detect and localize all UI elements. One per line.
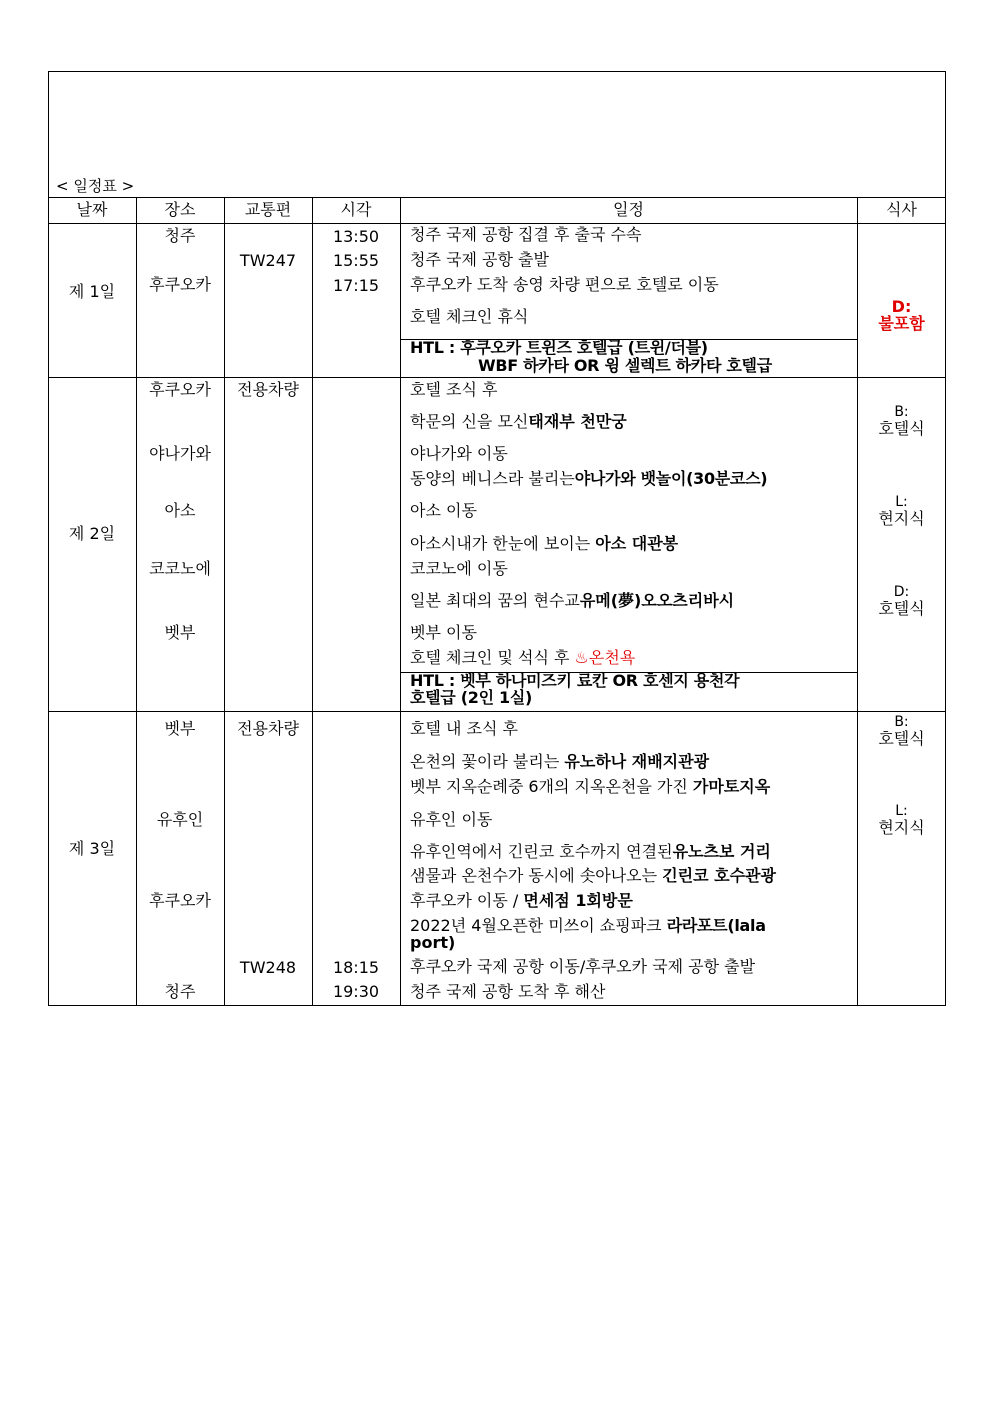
- day3-item-8-text: 2022년 4월오픈한 미쓰이 쇼핑파크: [410, 916, 667, 935]
- day1-label: 제 1일: [68, 282, 116, 301]
- day3-item-6-text: 샘물과 온천수가 동시에 솟아나오는: [410, 866, 663, 885]
- day2-item-2-highlight: 태재부 천만궁: [528, 412, 627, 431]
- day3-place-3: 후쿠오카: [149, 891, 211, 910]
- header-time: 시각: [340, 200, 372, 219]
- header-transport: 교통편: [244, 200, 292, 219]
- day2-meal-lunch-value: 현지식: [878, 509, 925, 528]
- day3-item-3: [410, 777, 770, 797]
- day2-meal-breakfast-value: 호텔식: [878, 419, 925, 438]
- day2-item-1: 호텔 조식 후: [410, 380, 498, 399]
- day1-transport: TW247: [239, 251, 297, 270]
- day1-meal-dinner-label: D:: [891, 297, 912, 316]
- day1-meal-dinner-value: 불포함: [878, 314, 925, 333]
- day1-hotel-line-1: HTL : 후쿠오카 트윈즈 호텔급 (트윈/더블): [410, 338, 708, 357]
- day2-item-8-highlight: 유메(夢)오오츠리바시: [579, 591, 735, 610]
- day3-item-5: [410, 842, 771, 862]
- header-place: 장소: [164, 200, 196, 219]
- day3-item-6-highlight: 긴린코 호수관광: [662, 866, 776, 885]
- day3-item-1: 호텔 내 조식 후: [410, 719, 518, 738]
- day1-item-2: 청주 국제 공항 출발: [410, 250, 549, 269]
- day2-place-4: 코코노에: [149, 559, 211, 578]
- day3-item-5-highlight: 유노츠보 거리: [672, 842, 771, 861]
- col-divider-place: [224, 197, 225, 1005]
- day3-place-4: 청주: [164, 982, 196, 1001]
- day2-item-8-text: 일본 최대의 꿈의 현수교: [410, 591, 580, 610]
- day2-item-3: 야나가와 이동: [410, 444, 508, 463]
- day1-item-3: 후쿠오카 도착 송영 차량 편으로 호텔로 이동: [410, 275, 719, 294]
- day2-meal-dinner-value: 호텔식: [878, 599, 925, 618]
- day2-item-6: [410, 534, 678, 554]
- header-schedule: 일정: [613, 200, 644, 219]
- day2-place-2: 야나가와: [149, 444, 211, 463]
- itinerary-caption: < 일정표 >: [56, 177, 135, 195]
- table-top-border: [48, 197, 946, 198]
- day3-item-2-highlight: 유노하나 재배지관광: [564, 752, 710, 771]
- day1-item-4: 호텔 체크인 휴식: [410, 307, 529, 326]
- day2-item-6-highlight: 아소 대관봉: [595, 534, 679, 553]
- day1-time-1: 13:50: [332, 227, 380, 246]
- day2-meal-breakfast-label: B:: [894, 404, 909, 420]
- day1-time-3: 17:15: [332, 276, 380, 295]
- day2-item-4: [410, 469, 767, 489]
- day2-item-4-highlight: 야나가와 뱃놀이(30분코스): [574, 469, 768, 488]
- day2-hotel-line-1: HTL : 벳부 하나미즈키 료칸 OR 호센지 용천각: [410, 671, 740, 690]
- header-meal: 식사: [886, 200, 917, 219]
- day1-item-1: 청주 국제 공항 집결 후 출국 수속: [410, 225, 642, 244]
- day2-label: 제 2일: [68, 524, 116, 543]
- day3-item-4: 유후인 이동: [410, 810, 493, 829]
- day2-item-10-text: 호텔 체크인 및 석식 후: [410, 648, 575, 667]
- day3-transport-flight: TW248: [239, 958, 297, 977]
- day3-time-2: 19:30: [332, 982, 380, 1001]
- col-divider-transport: [312, 197, 313, 1005]
- header-date: 날짜: [76, 200, 108, 219]
- day2-item-10: [410, 648, 635, 668]
- day3-item-2-text: 온천의 꽃이라 불리는: [410, 752, 565, 771]
- day3-item-3-text: 벳부 지옥순례중 6개의 지옥온천을 가진: [410, 777, 693, 796]
- day3-item-7: [410, 891, 633, 911]
- day1-place-1: 청주: [164, 226, 196, 245]
- day2-item-5: 아소 이동: [410, 501, 477, 520]
- header-bottom-border: [48, 223, 946, 224]
- day3-item-6: [410, 866, 776, 886]
- day3-item-10: 청주 국제 공항 도착 후 해산: [410, 982, 606, 1001]
- day2-place-1: 후쿠오카: [149, 380, 211, 399]
- day1-place-2: 후쿠오카: [149, 275, 211, 294]
- day3-label: 제 3일: [68, 839, 116, 858]
- day2-item-4-text: 동양의 베니스라 불리는: [410, 469, 575, 488]
- day2-meal-lunch-label: L:: [895, 494, 908, 510]
- day1-hotel-line-2: WBF 하카타 OR 윙 셀렉트 하카타 호텔급: [478, 356, 772, 375]
- day3-meal-lunch-label: L:: [895, 803, 908, 819]
- day2-item-2-text: 학문의 신을 모신: [410, 412, 529, 431]
- day2-item-9: 벳부 이동: [410, 623, 477, 642]
- day3-item-8: [410, 916, 766, 936]
- day2-meal-dinner-label: D:: [893, 584, 910, 600]
- day1-bottom-border: [48, 377, 946, 378]
- day3-item-2: [410, 752, 709, 772]
- day3-time-1: 18:15: [332, 958, 380, 977]
- day3-item-9: 후쿠오카 국제 공항 이동/후쿠오카 국제 공항 출발: [410, 957, 756, 976]
- day2-bottom-border: [48, 711, 946, 712]
- table-bottom-border: [48, 1005, 946, 1006]
- day2-item-8: [410, 591, 734, 611]
- day3-item-8-highlight: 라라포트(lala: [666, 916, 766, 935]
- hot-spring-icon: ♨: [574, 648, 589, 667]
- day2-item-7: 코코노에 이동: [410, 559, 508, 578]
- day3-item-7-highlight: 면세점 1회방문: [523, 891, 633, 910]
- day2-item-6-text: 아소시내가 한눈에 보이는: [410, 534, 596, 553]
- day3-meal-lunch-value: 현지식: [878, 818, 925, 837]
- day2-place-3: 아소: [164, 501, 196, 520]
- day3-item-8-continued: port): [410, 933, 456, 952]
- day2-item-10-highlight: 온천욕: [588, 648, 636, 667]
- day3-item-3-highlight: 가마토지옥: [692, 777, 771, 796]
- day3-place-2: 유후인: [156, 810, 204, 829]
- day2-hotel-line-2: 호텔급 (2인 1실): [410, 688, 533, 707]
- day3-meal-breakfast-value: 호텔식: [878, 729, 925, 748]
- day2-item-2: [410, 412, 627, 432]
- day2-place-5: 벳부: [164, 623, 196, 642]
- col-divider-time: [400, 197, 401, 1005]
- day3-meal-breakfast-label: B:: [894, 714, 909, 730]
- day3-item-7-text: 후쿠오카 이동 /: [410, 891, 524, 910]
- day3-place-1: 벳부: [164, 719, 196, 738]
- day3-transport-car: 전용차량: [237, 719, 299, 738]
- day2-transport: 전용차량: [237, 380, 299, 399]
- day1-time-2: 15:55: [332, 251, 380, 270]
- col-divider-date: [136, 197, 137, 1005]
- day3-item-5-text: 유후인역에서 긴린코 호수까지 연결된: [410, 842, 673, 861]
